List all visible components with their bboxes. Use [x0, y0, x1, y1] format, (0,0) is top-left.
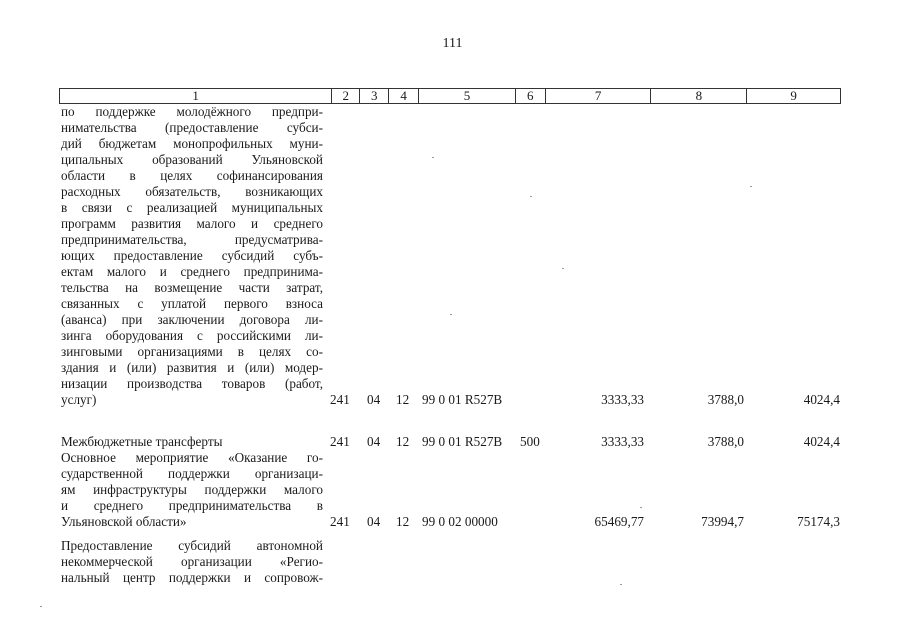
row-description-line: ющих предоставление субсидий субъ- — [61, 248, 323, 263]
column-header-8: 8 — [650, 89, 746, 103]
row-description-line: программ развития малого и среднего — [61, 216, 323, 231]
row-description-line: зинговыми организациями в целях со- — [61, 344, 323, 359]
column-header-7: 7 — [545, 89, 651, 103]
row-description-line: по поддержке молодёжного предпри- — [61, 104, 323, 119]
cell-col5: 99 0 01 R527B — [422, 434, 503, 449]
row-description-line: в связи с реализацией муниципальных — [61, 200, 323, 215]
row-description-line: (аванса) при заключении договора ли- — [61, 312, 323, 327]
page-number: 111 — [442, 36, 463, 51]
cell-col7: 65469,77 — [594, 514, 644, 529]
row-description-line: ектам малого и среднего предпринима- — [61, 264, 323, 279]
cell-col5: 99 0 01 R527B — [422, 392, 503, 407]
cell-col3: 04 — [367, 514, 381, 529]
cell-col6: 500 — [520, 434, 540, 449]
cell-col7: 3333,33 — [601, 392, 644, 407]
cell-col8: 73994,7 — [701, 514, 744, 529]
column-header-2: 2 — [331, 89, 359, 103]
row-description-line: тельства на возмещение части затрат, — [61, 280, 323, 295]
column-header-6: 6 — [515, 89, 545, 103]
column-header-3: 3 — [359, 89, 388, 103]
cell-col5: 99 0 02 00000 — [422, 514, 498, 529]
cell-col4: 12 — [396, 434, 410, 449]
scan-speck — [562, 268, 564, 269]
column-header-4: 4 — [388, 89, 418, 103]
row-description-line: Предоставление субсидий автономной — [61, 538, 323, 553]
scan-speck — [620, 584, 622, 585]
scan-speck — [640, 507, 642, 508]
table-header-row — [59, 88, 841, 104]
row-description-line: зинга оборудования с российскими ли- — [61, 328, 323, 343]
column-header-1: 1 — [192, 88, 199, 103]
cell-col4: 12 — [396, 514, 410, 529]
cell-col2: 241 — [330, 392, 350, 407]
scan-speck — [432, 157, 434, 158]
cell-col2: 241 — [330, 434, 350, 449]
row-description-line: нальный центр поддержки и сопровож- — [61, 570, 323, 585]
row-description-line: Межбюджетные трансферты — [61, 434, 223, 449]
scan-speck — [450, 314, 452, 315]
row-description-line: расходных обязательств, возникающих — [61, 184, 323, 199]
cell-col8: 3788,0 — [707, 434, 744, 449]
row-description-line: здания и (или) развития и (или) модер- — [61, 360, 323, 375]
column-header-5: 5 — [418, 89, 515, 103]
cell-col9: 75174,3 — [797, 514, 840, 529]
row-description-line: связанных с уплатой первого взноса — [61, 296, 323, 311]
row-description-line: Основное мероприятие «Оказание го- — [61, 450, 323, 465]
scan-speck — [530, 196, 532, 197]
row-description-line: области в целях софинансирования — [61, 168, 323, 183]
cell-col3: 04 — [367, 392, 381, 407]
cell-col3: 04 — [367, 434, 381, 449]
row-description-line: ципальных образований Ульяновской — [61, 152, 323, 167]
cell-col9: 4024,4 — [803, 434, 840, 449]
cell-col4: 12 — [396, 392, 410, 407]
row-description-line: услуг) — [61, 392, 97, 407]
row-description-line: низации производства товаров (работ, — [61, 376, 323, 391]
row-description-line: нимательства (предоставление субси- — [61, 120, 323, 135]
row-description-line: некоммерческой организации «Регио- — [61, 554, 323, 569]
cell-col8: 3788,0 — [707, 392, 744, 407]
row-description-line: сударственной поддержки организаци- — [61, 466, 323, 481]
column-header-9: 9 — [746, 89, 840, 103]
scan-speck — [40, 606, 42, 607]
row-description-line: предпринимательства, предусматрива- — [61, 232, 323, 247]
cell-col7: 3333,33 — [601, 434, 644, 449]
row-description-line: дий бюджетам монопрофильных муни- — [61, 136, 323, 151]
cell-col9: 4024,4 — [803, 392, 840, 407]
row-description-line: ям инфраструктуры поддержки малого — [61, 482, 323, 497]
cell-col2: 241 — [330, 514, 350, 529]
row-description-line: и среднего предпринимательства в — [61, 498, 323, 513]
row-description-line: Ульяновской области» — [61, 514, 187, 529]
scan-speck — [750, 186, 752, 187]
